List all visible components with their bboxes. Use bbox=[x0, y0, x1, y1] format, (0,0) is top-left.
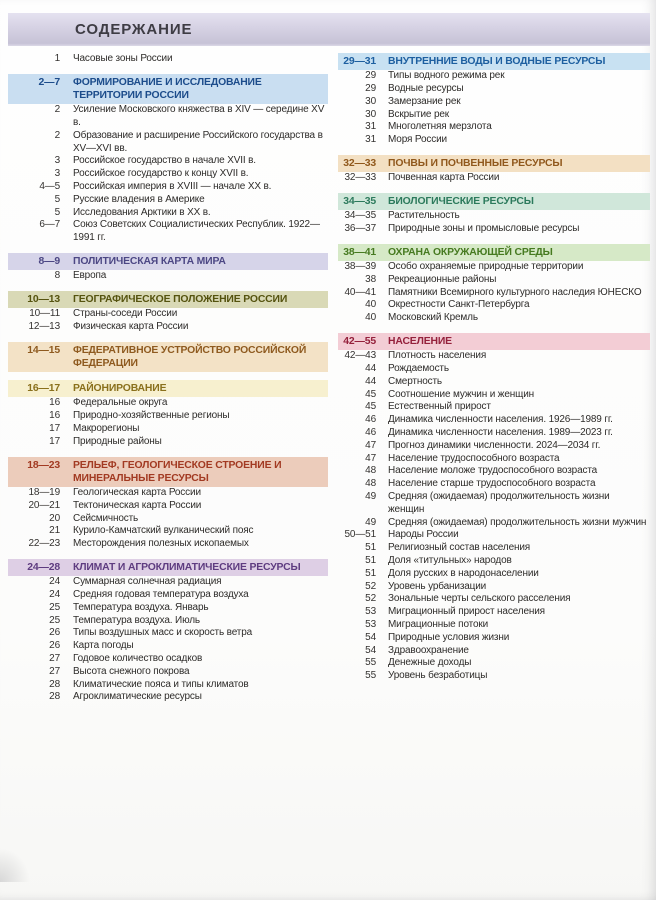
item-pages: 53 bbox=[365, 618, 376, 630]
item-label: Средняя (ожидаемая) продолжительность жизни женщин bbox=[388, 490, 610, 515]
toc-item bbox=[338, 593, 650, 606]
item-label: Российская империя в XVIII — начале XX в. bbox=[73, 180, 272, 192]
item-label: Прогноз динамики численности. 2024—2034 гг. bbox=[388, 439, 601, 451]
page-corner-shadow bbox=[0, 848, 30, 882]
item-label: Народы России bbox=[388, 529, 459, 541]
item-label: Динамика численности населения. 1989—2023 гг. bbox=[388, 426, 613, 438]
item-pages: 25 bbox=[49, 614, 60, 626]
item-label: Сейсмичность bbox=[73, 512, 139, 524]
item-pages: 47 bbox=[365, 452, 376, 464]
toc-item bbox=[338, 389, 650, 402]
section-title: РАЙОНИРОВАНИЕ bbox=[73, 383, 167, 395]
item-label: Типы водного режима рек bbox=[388, 70, 505, 82]
toc-item bbox=[8, 53, 328, 66]
item-label: Динамика численности населения. 1926—1989 гг. bbox=[388, 414, 613, 426]
toc-section bbox=[8, 74, 328, 245]
item-label: Особо охраняемые природные территории bbox=[388, 260, 584, 272]
item-label: Курило-Камчатский вулканический пояс bbox=[73, 525, 254, 537]
item-label: Высота снежного покрова bbox=[73, 665, 190, 677]
section-pages: 10—13 bbox=[27, 293, 60, 305]
item-pages: 40 bbox=[365, 312, 376, 324]
toc-section bbox=[8, 291, 328, 334]
toc-item bbox=[338, 529, 650, 542]
item-label: Страны-соседи России bbox=[73, 308, 178, 320]
toc-item bbox=[338, 83, 650, 96]
toc-item bbox=[8, 487, 328, 500]
item-label: Соотношение мужчин и женщин bbox=[388, 388, 535, 400]
toc-item bbox=[338, 312, 650, 325]
toc-item bbox=[8, 155, 328, 168]
toc-item bbox=[8, 691, 328, 704]
toc-item bbox=[338, 70, 650, 83]
section-pages: 42—55 bbox=[343, 335, 376, 347]
item-pages: 3 bbox=[54, 155, 60, 167]
toc-section bbox=[338, 193, 650, 236]
toc-item bbox=[8, 525, 328, 538]
toc-item bbox=[8, 219, 328, 245]
toc-item bbox=[8, 130, 328, 156]
toc-item bbox=[8, 397, 328, 410]
item-label: Смертность bbox=[388, 375, 442, 387]
toc-item bbox=[338, 96, 650, 109]
item-label: Здравоохранение bbox=[388, 644, 469, 656]
toc-item bbox=[338, 581, 650, 594]
item-pages: 25 bbox=[49, 601, 60, 613]
item-label: Средняя годовая температура воздуха bbox=[73, 588, 249, 600]
toc-item bbox=[338, 606, 650, 619]
item-pages: 34—35 bbox=[344, 210, 376, 222]
section-header bbox=[338, 244, 650, 261]
item-pages: 16 bbox=[49, 397, 60, 409]
toc-item bbox=[8, 589, 328, 602]
item-label: Миграционный прирост населения bbox=[388, 606, 545, 618]
section-title: НАСЕЛЕНИЕ bbox=[388, 335, 452, 347]
toc-item bbox=[338, 350, 650, 363]
section-header bbox=[8, 559, 328, 576]
item-pages: 17 bbox=[49, 422, 60, 434]
toc-item bbox=[338, 223, 650, 236]
toc-item bbox=[8, 538, 328, 551]
item-pages: 51 bbox=[365, 542, 376, 554]
page-title: СОДЕРЖАНИЕ bbox=[75, 21, 193, 38]
toc-item bbox=[338, 210, 650, 223]
toc-item bbox=[8, 168, 328, 181]
item-pages: 50—51 bbox=[344, 529, 376, 541]
section-header bbox=[8, 457, 328, 487]
item-label: Миграционные потоки bbox=[388, 618, 489, 630]
section-header bbox=[8, 74, 328, 104]
section-pages: 32—33 bbox=[343, 157, 376, 169]
item-label: Суммарная солнечная радиация bbox=[73, 576, 222, 588]
toc-item bbox=[338, 376, 650, 389]
item-pages: 40 bbox=[365, 299, 376, 311]
item-label: Геологическая карта России bbox=[73, 486, 201, 498]
section-pages: 16—17 bbox=[27, 383, 60, 395]
item-label: Многолетняя мерзлота bbox=[388, 121, 492, 133]
item-label: Население старше трудоспособного возраста bbox=[388, 478, 596, 490]
toc-item bbox=[8, 194, 328, 207]
item-pages: 2 bbox=[54, 104, 60, 116]
item-pages: 4—5 bbox=[39, 180, 60, 192]
toc-item bbox=[338, 491, 650, 517]
item-pages: 30 bbox=[365, 95, 376, 107]
item-label: Годовое количество осадков bbox=[73, 652, 203, 664]
toc-item bbox=[8, 104, 328, 130]
toc-item bbox=[8, 627, 328, 640]
item-pages: 26 bbox=[49, 627, 60, 639]
item-label: Плотность населения bbox=[388, 350, 487, 362]
item-pages: 1 bbox=[54, 53, 60, 64]
item-pages: 46 bbox=[365, 426, 376, 438]
section-title: ВНУТРЕННИЕ ВОДЫ И ВОДНЫЕ РЕСУРСЫ bbox=[388, 56, 606, 67]
section-title: ПОЧВЫ И ПОЧВЕННЫЕ РЕСУРСЫ bbox=[388, 157, 563, 169]
section-pages: 34—35 bbox=[343, 195, 376, 207]
toc-item bbox=[338, 478, 650, 491]
item-pages: 5 bbox=[54, 193, 60, 205]
item-label: Почвенная карта России bbox=[388, 172, 500, 184]
item-label: Природные районы bbox=[73, 435, 162, 447]
item-label: Доля русских в народонаселении bbox=[388, 567, 539, 579]
toc-item bbox=[8, 602, 328, 615]
section-pages: 38—41 bbox=[343, 246, 376, 258]
section-pages: 2—7 bbox=[38, 76, 60, 88]
item-pages: 2 bbox=[54, 129, 60, 141]
item-label: Уровень безработицы bbox=[388, 670, 488, 682]
section-pages: 24—28 bbox=[27, 561, 60, 573]
toc-item bbox=[8, 423, 328, 436]
item-pages: 45 bbox=[365, 388, 376, 400]
item-pages: 24 bbox=[49, 588, 60, 600]
section-header bbox=[8, 253, 328, 270]
item-label: Религиозный состав населения bbox=[388, 542, 531, 554]
item-pages: 12—13 bbox=[28, 320, 60, 332]
page-title-bar bbox=[8, 13, 650, 46]
item-label: Образование и расширение Российского государства в XV—XVI вв. bbox=[73, 129, 323, 154]
section-pages: 18—23 bbox=[27, 459, 60, 471]
item-label: Денежные доходы bbox=[388, 657, 472, 669]
section-pages: 14—15 bbox=[27, 344, 60, 356]
item-label: Доля «титульных» народов bbox=[388, 554, 512, 566]
item-label: Московский Кремль bbox=[388, 312, 478, 324]
section-title: ОХРАНА ОКРУЖАЮЩЕЙ СРЕДЫ bbox=[388, 246, 553, 258]
item-pages: 49 bbox=[365, 490, 376, 502]
item-pages: 32—33 bbox=[344, 172, 376, 184]
item-pages: 55 bbox=[365, 670, 376, 682]
toc-item bbox=[338, 134, 650, 147]
item-pages: 27 bbox=[49, 652, 60, 664]
section-title: ФОРМИРОВАНИЕ И ИССЛЕДОВАНИЕ ТЕРРИТОРИИ РОССИИ bbox=[73, 76, 262, 101]
item-pages: 21 bbox=[49, 525, 60, 537]
toc-section bbox=[338, 244, 650, 325]
item-label: Часовые зоны России bbox=[73, 53, 173, 64]
toc-item bbox=[338, 632, 650, 645]
toc-item bbox=[338, 172, 650, 185]
item-pages: 52 bbox=[365, 580, 376, 592]
item-label: Природные зоны и промысловые ресурсы bbox=[388, 222, 580, 234]
toc-item bbox=[8, 500, 328, 513]
item-pages: 8 bbox=[54, 270, 60, 282]
toc-item bbox=[338, 517, 650, 530]
item-pages: 30 bbox=[365, 108, 376, 120]
item-pages: 46 bbox=[365, 414, 376, 426]
item-pages: 36—37 bbox=[344, 222, 376, 234]
toc-item bbox=[338, 440, 650, 453]
item-label: Вскрытие рек bbox=[388, 108, 449, 120]
toc-item bbox=[338, 401, 650, 414]
toc-item bbox=[8, 207, 328, 220]
toc-item bbox=[8, 576, 328, 589]
toc-column-left bbox=[8, 53, 328, 712]
item-label: Рекреационные районы bbox=[388, 273, 497, 285]
section-title: КЛИМАТ И АГРОКЛИМАТИЧЕСКИЕ РЕСУРСЫ bbox=[73, 561, 301, 573]
section-header bbox=[338, 155, 650, 172]
item-label: Русские владения в Америке bbox=[73, 193, 205, 205]
item-pages: 49 bbox=[365, 516, 376, 528]
item-pages: 26 bbox=[49, 640, 60, 652]
item-pages: 48 bbox=[365, 465, 376, 477]
toc-item bbox=[8, 270, 328, 283]
toc-item bbox=[338, 568, 650, 581]
toc-section bbox=[8, 559, 328, 704]
toc-item bbox=[338, 427, 650, 440]
item-label: Российское государство к концу XVII в. bbox=[73, 168, 249, 180]
item-pages: 29 bbox=[365, 83, 376, 94]
item-pages: 52 bbox=[365, 593, 376, 605]
toc-item bbox=[338, 465, 650, 478]
section-header bbox=[8, 291, 328, 308]
item-pages: 40—41 bbox=[344, 286, 376, 298]
section-pages: 29—31 bbox=[343, 56, 376, 67]
item-pages: 28 bbox=[49, 691, 60, 703]
item-pages: 55 bbox=[365, 657, 376, 669]
item-pages: 28 bbox=[49, 678, 60, 690]
item-pages: 45 bbox=[365, 401, 376, 413]
item-label: Агроклиматические ресурсы bbox=[73, 691, 202, 703]
section-header bbox=[8, 342, 328, 372]
item-pages: 51 bbox=[365, 554, 376, 566]
item-label: Исследования Арктики в XX в. bbox=[73, 206, 211, 218]
section-header bbox=[8, 380, 328, 397]
section-title: БИОЛОГИЧЕСКИЕ РЕСУРСЫ bbox=[388, 195, 534, 207]
item-label: Уровень урбанизации bbox=[388, 580, 487, 592]
item-label: Месторождения полезных ископаемых bbox=[73, 538, 249, 550]
item-label: Усиление Московского княжества в XIV — середине XV в. bbox=[73, 104, 325, 128]
item-pages: 31 bbox=[365, 134, 376, 146]
toc-section bbox=[338, 53, 650, 147]
toc-item bbox=[8, 640, 328, 653]
section-title: ПОЛИТИЧЕСКАЯ КАРТА МИРА bbox=[73, 255, 226, 267]
item-label: Население моложе трудоспособного возраста bbox=[388, 465, 598, 477]
item-pages: 48 bbox=[365, 478, 376, 490]
item-pages: 18—19 bbox=[28, 486, 60, 498]
section-title: ФЕДЕРАТИВНОЕ УСТРОЙСТВО РОССИЙСКОЙ ФЕДЕРАЦИИ bbox=[73, 344, 307, 369]
section-header bbox=[338, 53, 650, 70]
item-label: Климатические пояса и типы климатов bbox=[73, 678, 249, 690]
toc-item bbox=[338, 555, 650, 568]
toc-section bbox=[338, 333, 650, 683]
item-pages: 3 bbox=[54, 168, 60, 180]
toc-item bbox=[338, 542, 650, 555]
toc-item bbox=[338, 453, 650, 466]
toc-item bbox=[338, 274, 650, 287]
toc-item bbox=[338, 287, 650, 300]
item-pages: 53 bbox=[365, 606, 376, 618]
item-pages: 54 bbox=[365, 644, 376, 656]
item-pages: 47 bbox=[365, 439, 376, 451]
toc-item bbox=[8, 436, 328, 449]
toc-section bbox=[8, 380, 328, 448]
item-pages: 22—23 bbox=[28, 538, 60, 550]
toc-item bbox=[8, 615, 328, 628]
toc-item bbox=[338, 670, 650, 683]
toc-item bbox=[8, 653, 328, 666]
toc-item bbox=[8, 308, 328, 321]
toc-item bbox=[338, 363, 650, 376]
toc-item bbox=[338, 657, 650, 670]
toc-section bbox=[8, 342, 328, 372]
section-title: РЕЛЬЕФ, ГЕОЛОГИЧЕСКОЕ СТРОЕНИЕ И МИНЕРАЛЬНЫЕ РЕСУРСЫ bbox=[73, 459, 282, 484]
item-label: Памятники Всемирного культурного наследия ЮНЕСКО bbox=[388, 286, 642, 298]
toc-section bbox=[338, 155, 650, 185]
item-label: Средняя (ожидаемая) продолжительность жизни мужчин bbox=[388, 516, 647, 528]
toc-section bbox=[8, 253, 328, 283]
section-pages: 8—9 bbox=[38, 255, 60, 267]
section-header bbox=[338, 193, 650, 210]
toc-item bbox=[338, 121, 650, 134]
item-pages: 54 bbox=[365, 631, 376, 643]
toc-item bbox=[8, 666, 328, 679]
item-label: Замерзание рек bbox=[388, 95, 461, 107]
toc-item bbox=[338, 109, 650, 122]
item-label: Природные условия жизни bbox=[388, 631, 510, 643]
toc-item bbox=[8, 513, 328, 526]
item-pages: 6—7 bbox=[39, 219, 60, 231]
item-label: Карта погоды bbox=[73, 640, 134, 652]
item-pages: 20—21 bbox=[28, 499, 60, 511]
item-label: Естественный прирост bbox=[388, 401, 491, 413]
toc-item bbox=[8, 679, 328, 692]
item-label: Растительность bbox=[388, 210, 460, 222]
item-pages: 24 bbox=[49, 576, 60, 588]
section-title: ГЕОГРАФИЧЕСКОЕ ПОЛОЖЕНИЕ РОССИИ bbox=[73, 293, 288, 305]
toc-section bbox=[8, 457, 328, 551]
toc-item bbox=[338, 619, 650, 632]
toc-item bbox=[338, 261, 650, 274]
item-label: Температура воздуха. Июль bbox=[73, 614, 200, 626]
item-pages: 27 bbox=[49, 665, 60, 677]
item-pages: 17 bbox=[49, 435, 60, 447]
item-pages: 31 bbox=[365, 121, 376, 133]
item-pages: 38—39 bbox=[344, 260, 376, 272]
item-label: Население трудоспособного возраста bbox=[388, 452, 560, 464]
item-pages: 38 bbox=[365, 273, 376, 285]
item-pages: 5 bbox=[54, 206, 60, 218]
toc-item bbox=[338, 299, 650, 312]
item-label: Макрорегионы bbox=[73, 422, 140, 434]
item-pages: 16 bbox=[49, 410, 60, 422]
toc-column-right bbox=[338, 53, 650, 712]
toc-section bbox=[8, 53, 328, 66]
toc-item bbox=[338, 414, 650, 427]
item-label: Союз Советских Социалистических Республик. 1922—1991 гг. bbox=[73, 219, 320, 244]
toc-item bbox=[8, 321, 328, 334]
item-label: Российское государство в начале XVII в. bbox=[73, 155, 256, 167]
toc-item bbox=[8, 410, 328, 423]
item-label: Тектоническая карта России bbox=[73, 499, 202, 511]
item-pages: 51 bbox=[365, 567, 376, 579]
item-pages: 42—43 bbox=[344, 350, 376, 362]
section-header bbox=[338, 333, 650, 350]
item-label: Природно-хозяйственные регионы bbox=[73, 410, 230, 422]
item-pages: 44 bbox=[365, 362, 376, 374]
item-label: Температура воздуха. Январь bbox=[73, 601, 209, 613]
toc-columns bbox=[0, 53, 656, 712]
item-label: Водные ресурсы bbox=[388, 83, 464, 94]
item-label: Рождаемость bbox=[388, 362, 449, 374]
item-pages: 20 bbox=[49, 512, 60, 524]
item-label: Европа bbox=[73, 270, 107, 282]
toc-item bbox=[8, 181, 328, 194]
item-label: Моря России bbox=[388, 134, 447, 146]
item-pages: 10—11 bbox=[29, 308, 60, 320]
item-label: Федеральные округа bbox=[73, 397, 168, 409]
item-pages: 29 bbox=[365, 70, 376, 82]
item-label: Зональные черты сельского расселения bbox=[388, 593, 571, 605]
toc-item bbox=[338, 645, 650, 658]
item-label: Физическая карта России bbox=[73, 320, 189, 332]
item-label: Окрестности Санкт-Петербурга bbox=[388, 299, 530, 311]
item-label: Типы воздушных масс и скорость ветра bbox=[73, 627, 253, 639]
item-pages: 44 bbox=[365, 375, 376, 387]
